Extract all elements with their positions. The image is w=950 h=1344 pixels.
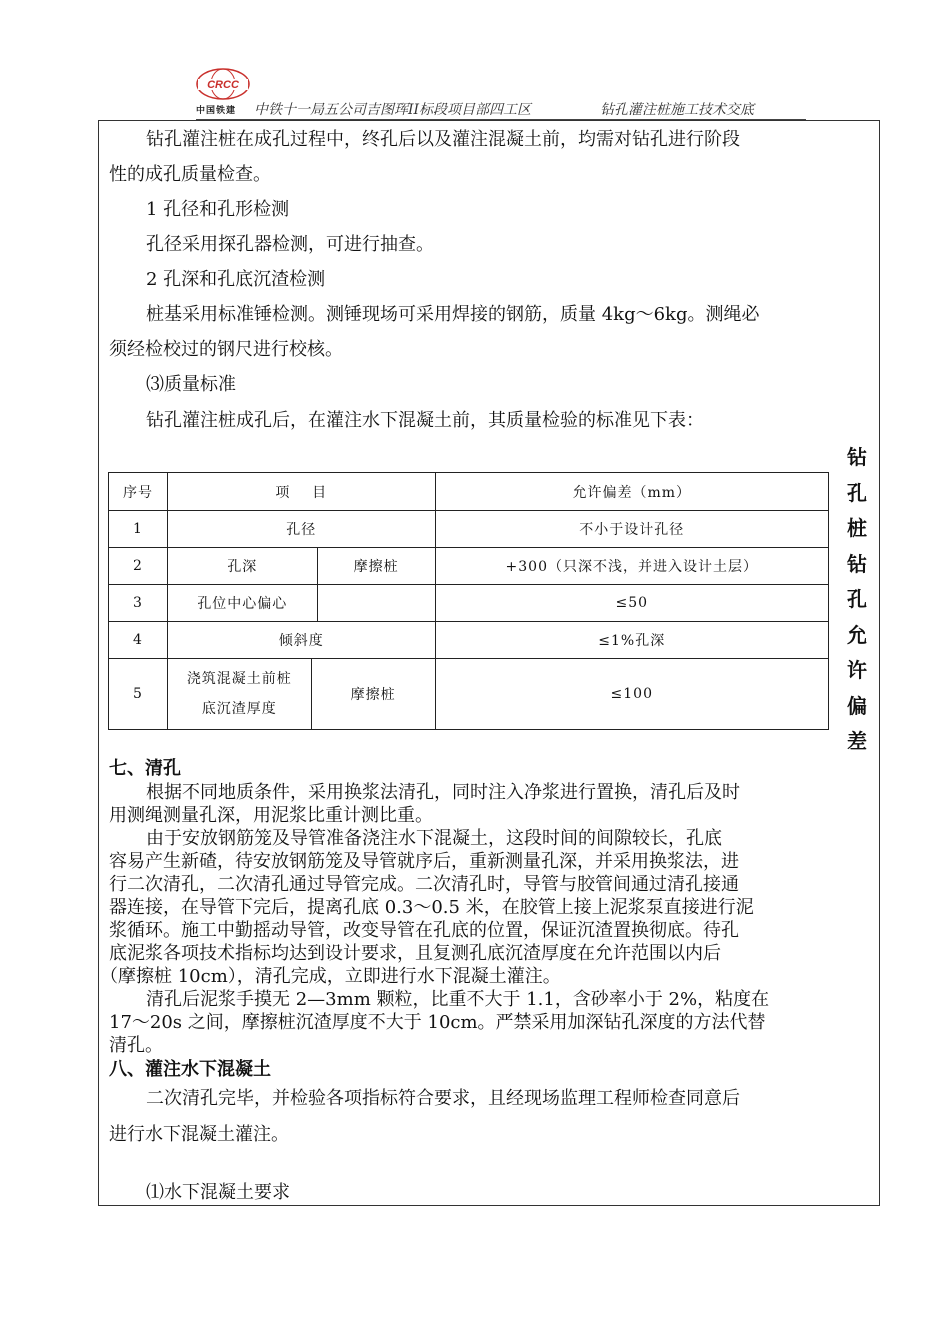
table-row bbox=[109, 622, 829, 659]
title-char: 允 bbox=[847, 622, 867, 647]
table-row bbox=[109, 548, 829, 585]
section-heading: 八、灌注水下混凝土 bbox=[109, 1059, 271, 1080]
table-header-row bbox=[109, 473, 829, 511]
paragraph-line: 须经检校过的钢尺进行校核。 bbox=[109, 339, 343, 360]
paragraph-line: 器连接，在导管下完后，提离孔底 0.3～0.5 米，在胶管上接上泥浆泵直接进行泥 bbox=[109, 897, 754, 918]
title-char: 钻 bbox=[847, 551, 867, 576]
subheading: ⑶质量标准 bbox=[146, 374, 236, 395]
table-cell: 孔深 bbox=[167, 548, 317, 585]
table-cell: 倾斜度 bbox=[167, 622, 435, 659]
cell-line: 底沉渣厚度 bbox=[201, 701, 277, 717]
title-char: 孔 bbox=[847, 480, 867, 505]
subheading: 1 孔径和孔形检测 bbox=[146, 199, 290, 220]
paragraph-line: 浆循环。施工中勤摇动导管，改变导管在孔底的位置，保证沉渣置换彻底。待孔 bbox=[109, 920, 739, 941]
table-cell: 4 bbox=[109, 622, 168, 659]
title-char: 桩 bbox=[847, 516, 867, 540]
table-row bbox=[109, 659, 829, 730]
paragraph-line: 桩基采用标准锤检测。测锤现场可采用焊接的钢筋，质量 4kg～6kg。测绳必 bbox=[146, 304, 760, 325]
section-heading: 七、清孔 bbox=[109, 758, 181, 779]
paragraph-line: 孔径采用探孔器检测，可进行抽查。 bbox=[146, 234, 434, 255]
table-cell: 5 bbox=[109, 659, 168, 730]
paragraph-line: 行二次清孔，二次清孔通过导管完成。二次清孔时，导管与胶管间通过清孔接通 bbox=[109, 874, 739, 895]
paragraph-line: 钻孔灌注桩在成孔过程中，终孔后以及灌注混凝土前，均需对钻孔进行阶段 bbox=[146, 129, 740, 150]
table-cell: ≤100 bbox=[435, 659, 828, 730]
paragraph-line: 二次清孔完毕，并检验各项指标符合要求，且经现场监理工程师检查同意后 bbox=[146, 1088, 740, 1109]
table-cell: 孔径 bbox=[167, 511, 435, 548]
table-cell: 1 bbox=[109, 511, 168, 548]
table-cell: 3 bbox=[109, 585, 168, 622]
table-cell: ≤50 bbox=[435, 585, 828, 622]
paragraph-line: 17～20s 之间，摩擦桩沉渣厚度不大于 10cm。严禁采用加深钻孔深度的方法代替 bbox=[109, 1012, 766, 1033]
paragraph-line: 进行水下混凝土灌注。 bbox=[109, 1124, 289, 1145]
page-header bbox=[0, 0, 950, 120]
title-char: 许 bbox=[847, 658, 867, 682]
title-char: 钻 bbox=[847, 445, 867, 469]
table-row bbox=[109, 585, 829, 622]
crcc-logo bbox=[193, 66, 253, 106]
table-cell bbox=[167, 659, 311, 730]
table-cell: 2 bbox=[109, 548, 168, 585]
paragraph-line: 性的成孔质量检查。 bbox=[109, 164, 271, 185]
header-cell: 序号 bbox=[109, 473, 168, 511]
table-cell: 摩擦桩 bbox=[311, 659, 435, 730]
header-project-name: 中铁十一局五公司吉图珲II标段项目部四工区 bbox=[254, 102, 532, 118]
table-cell: 不小于设计孔径 bbox=[435, 511, 828, 548]
header-doc-title: 钻孔灌注桩施工技术交底 bbox=[600, 102, 754, 118]
paragraph-line: 容易产生新碴，待安放钢筋笼及导管就序后，重新测量孔深，并采用换浆法，进 bbox=[109, 851, 739, 872]
tolerance-table bbox=[108, 472, 829, 730]
paragraph-line: 清孔。 bbox=[109, 1035, 163, 1056]
subheading: ⑴水下混凝土要求 bbox=[146, 1182, 290, 1203]
paragraph-line: 由于安放钢筋笼及导管准备浇注水下混凝土，这段时间的间隙较长，孔底 bbox=[146, 828, 722, 849]
title-char: 差 bbox=[847, 729, 867, 753]
title-char: 偏 bbox=[847, 693, 867, 718]
header-cell: 项 目 bbox=[167, 473, 435, 511]
table-title-vertical bbox=[846, 440, 868, 760]
cell-line: 浇筑混凝土前桩 bbox=[186, 671, 292, 687]
table-cell: 摩擦桩 bbox=[317, 548, 435, 585]
logo-chinese-name: 中国铁建 bbox=[196, 106, 237, 116]
paragraph-line: 钻孔灌注桩成孔后，在灌注水下混凝土前，其质量检验的标准见下表： bbox=[146, 410, 704, 431]
table-cell: 孔位中心偏心 bbox=[167, 585, 317, 622]
paragraph-line: 用测绳测量孔深，用泥浆比重计测比重。 bbox=[109, 805, 433, 826]
table-cell bbox=[317, 585, 435, 622]
subheading: 2 孔深和孔底沉渣检测 bbox=[146, 269, 326, 290]
header-cell: 允许偏差（mm） bbox=[435, 473, 828, 511]
paragraph-line: 根据不同地质条件，采用换浆法清孔，同时注入净浆进行置换，清孔后及时 bbox=[146, 782, 740, 803]
paragraph-line: （摩擦桩 10cm），清孔完成，立即进行水下混凝土灌注。 bbox=[100, 966, 561, 987]
paragraph-line: 底泥浆各项技术指标均达到设计要求，且复测孔底沉渣厚度在允许范围以内后 bbox=[109, 943, 721, 964]
table-row bbox=[109, 511, 829, 548]
logo-text: CRCC bbox=[207, 79, 239, 91]
paragraph-line: 清孔后泥浆手摸无 2—3mm 颗粒，比重不大于 1.1，含砂率小于 2%，粘度在 bbox=[146, 989, 770, 1010]
table-cell: +300（只深不浅，并进入设计土层） bbox=[435, 548, 828, 585]
table-cell: ≤1%孔深 bbox=[435, 622, 828, 659]
title-char: 孔 bbox=[847, 587, 867, 611]
